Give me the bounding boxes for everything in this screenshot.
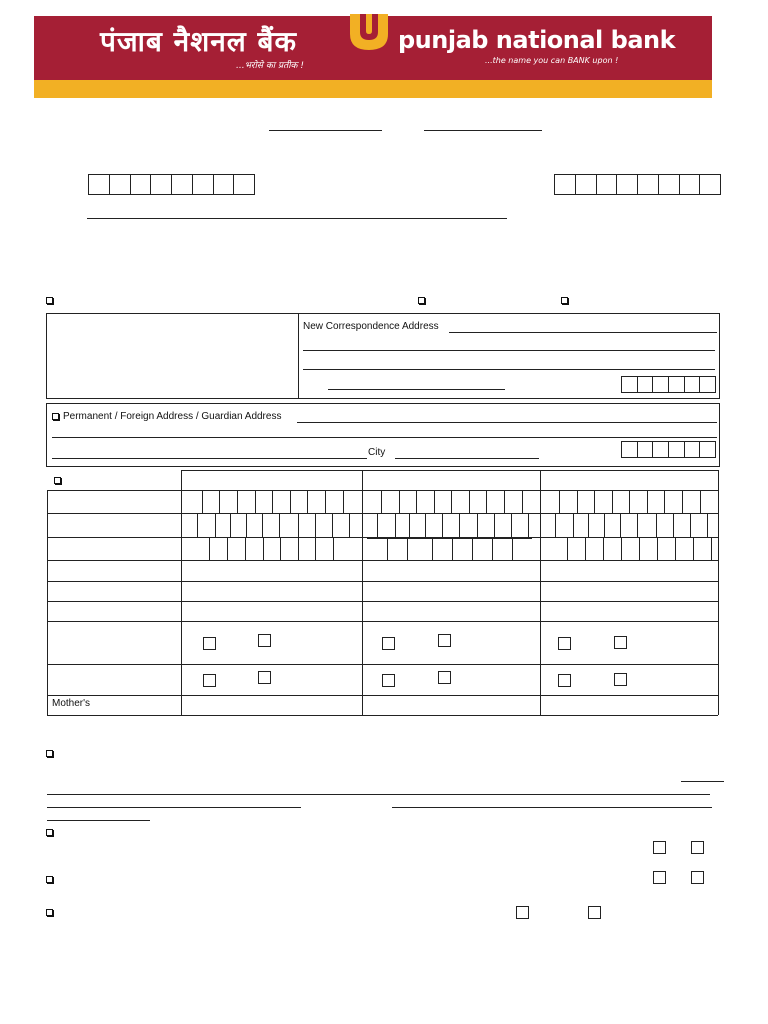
- banner-strip: [34, 80, 712, 98]
- checkbox[interactable]: [558, 637, 571, 650]
- checkbox[interactable]: [653, 841, 666, 854]
- col-divider: [540, 470, 541, 715]
- checkbox[interactable]: [691, 871, 704, 884]
- correspondence-address-line-1[interactable]: [449, 332, 717, 333]
- checkbox[interactable]: [614, 636, 627, 649]
- col-divider: [181, 470, 182, 715]
- checkbox[interactable]: [438, 634, 451, 647]
- checkbox-bullet-icon[interactable]: [561, 297, 568, 304]
- row-divider: [47, 621, 718, 622]
- permanent-address-section: [46, 403, 720, 467]
- checkbox-bullet-icon[interactable]: [46, 829, 53, 836]
- correspondence-city-line[interactable]: [328, 389, 505, 390]
- checkbox-bullet-icon[interactable]: [46, 297, 53, 304]
- row-divider: [47, 581, 718, 582]
- checkbox[interactable]: [382, 637, 395, 650]
- correspondence-address-line-2[interactable]: [303, 350, 715, 351]
- pnb-logo-icon: [346, 10, 392, 54]
- account-number-boxes-left[interactable]: [88, 174, 255, 195]
- checkbox[interactable]: [653, 871, 666, 884]
- permanent-address-line-1[interactable]: [297, 422, 717, 423]
- col-divider: [718, 470, 719, 715]
- divider: [298, 314, 299, 398]
- checkbox-bullet-icon[interactable]: [52, 413, 59, 420]
- checkbox-bullet-icon[interactable]: [418, 297, 425, 304]
- field-line[interactable]: [47, 794, 710, 795]
- bank-tagline-hindi: ...भरोसे का प्रतीक !: [236, 61, 304, 71]
- checkbox-bullet-icon[interactable]: [46, 909, 53, 916]
- mothers-label: Mother's: [52, 698, 91, 709]
- col-divider: [362, 470, 363, 715]
- checkbox[interactable]: [614, 673, 627, 686]
- field-line[interactable]: [47, 820, 150, 821]
- city-line[interactable]: [395, 458, 539, 459]
- checkbox[interactable]: [258, 634, 271, 647]
- checkbox-bullet-icon[interactable]: [46, 750, 53, 757]
- row-divider: [47, 601, 718, 602]
- checkbox[interactable]: [691, 841, 704, 854]
- checkbox[interactable]: [382, 674, 395, 687]
- city-label: City: [368, 447, 386, 458]
- permanent-address-label: Permanent / Foreign Address / Guardian Address: [63, 411, 282, 422]
- correspondence-pincode-boxes[interactable]: [621, 376, 716, 393]
- row-divider: [47, 560, 718, 561]
- permanent-pincode-boxes[interactable]: [621, 441, 716, 458]
- row-divider: [47, 695, 718, 696]
- date-field-line-1[interactable]: [269, 130, 382, 131]
- checkbox[interactable]: [516, 906, 529, 919]
- checkbox[interactable]: [203, 674, 216, 687]
- correspondence-address-section: [46, 313, 720, 399]
- col-divider: [47, 490, 48, 715]
- row-divider: [47, 664, 718, 665]
- new-correspondence-address-label: New Correspondence Address: [303, 321, 439, 332]
- field-line[interactable]: [392, 807, 712, 808]
- checkbox-bullet-icon[interactable]: [46, 876, 53, 883]
- checkbox-bullet-icon[interactable]: [54, 477, 61, 484]
- permanent-address-line-3[interactable]: [52, 458, 367, 459]
- checkbox[interactable]: [588, 906, 601, 919]
- checkbox[interactable]: [438, 671, 451, 684]
- row-divider: [47, 513, 718, 514]
- bank-name-hindi: पंजाब नैशनल बैंक: [100, 25, 298, 58]
- date-field-line-2[interactable]: [424, 130, 542, 131]
- table-bottom-border: [47, 715, 718, 716]
- account-number-boxes-right[interactable]: [554, 174, 721, 195]
- checkbox[interactable]: [258, 671, 271, 684]
- applicant-details-table: [47, 470, 718, 715]
- table-top-border: [181, 470, 718, 471]
- bank-name-english: punjab national bank: [398, 26, 676, 54]
- checkbox[interactable]: [203, 637, 216, 650]
- checkbox[interactable]: [558, 674, 571, 687]
- field-line[interactable]: [681, 781, 724, 782]
- permanent-address-line-2[interactable]: [52, 437, 717, 438]
- correspondence-address-line-3[interactable]: [303, 369, 715, 370]
- name-field-line[interactable]: [87, 218, 507, 219]
- bank-tagline-english: ...the name you can BANK upon !: [485, 56, 619, 65]
- row-divider: [47, 490, 718, 491]
- field-line[interactable]: [47, 807, 301, 808]
